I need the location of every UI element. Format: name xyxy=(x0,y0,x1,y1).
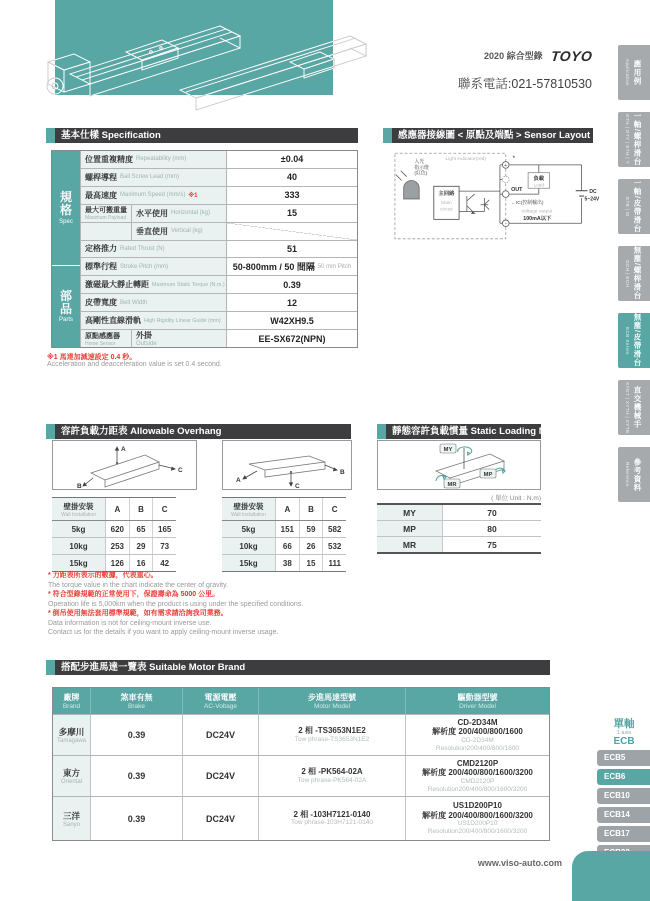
moment-unit-note: ( 單位 Unit : N.m) xyxy=(491,495,541,502)
motor-table-header: 廠牌 Brand 煞車有無 Brake 電源電壓 AC-Voltage 步進馬達型號 Motor Model 驅動器型號 Driver Model xyxy=(53,688,549,714)
table-row: 15kg 126 16 42 xyxy=(52,555,176,571)
sidebar-tab-zh: 參考資料 xyxy=(633,457,642,492)
sidebar-tab-zh: 一軸/螺桿滑台 xyxy=(633,112,642,167)
section-title-sensor-layout: 感應器接線圖 < 原點及端點 > Sensor Layout xyxy=(383,128,593,143)
sensor-wiring-diagram xyxy=(391,146,603,248)
spec-row-static-torque: 激磁最大靜止轉距 Maximum Static Torque (N.m.) 0.39 xyxy=(81,276,357,294)
moment-table xyxy=(377,503,541,554)
axis-label-zh: 單軸 xyxy=(613,718,635,730)
sidebar-tab-application[interactable] xyxy=(618,45,650,100)
svg-text:*: * xyxy=(512,155,516,163)
svg-text:Load: Load xyxy=(533,182,544,188)
overhang-notes xyxy=(48,571,303,638)
spec-row-linear-guide: 高剛性直線滑軌 High Rigidity Linear Guide (mm) W42XH9.5 xyxy=(81,312,357,330)
table-row: MY 70 xyxy=(377,505,541,521)
specification-table xyxy=(51,150,358,348)
table-row: 10kg 66 26 532 xyxy=(222,538,346,555)
spec-row-ball-screw-lead: 螺桿導程 Ball Screw Lead (mm) 40 xyxy=(81,169,357,187)
section-title-static-loading-moment: 靜態容許負載慣量 Static Loading Moment xyxy=(377,424,541,439)
sidebar-tab-reference[interactable] xyxy=(618,447,650,502)
svg-text:-: - xyxy=(504,220,507,228)
motor-brand-table xyxy=(52,687,550,841)
catalog-header xyxy=(300,48,592,66)
svg-text:B: B xyxy=(340,469,345,476)
spec-row-belt-width: 皮帶寬度 Belt Width 12 xyxy=(81,294,357,312)
sidebar-tab-zh: 一軸/皮帶滑台 xyxy=(633,179,642,234)
note-line: The torque value in the chart indicate the center of gravity. xyxy=(48,581,229,589)
spec-value: 15 xyxy=(227,205,357,222)
spec-value: 333 xyxy=(227,187,357,204)
spec-value: EE-SX672(NPN) xyxy=(227,330,357,347)
spec-value: 51 xyxy=(227,241,357,258)
motor-row-oriental: 東方 Oriental 0.39 DC24V 2 相 -PK564-02A Tow phrase-PK564-02A CMD2120P 解析度 200/400/800/1600/3200 CMD2120P Resolution200/400/800/1600/3200 xyxy=(53,755,549,796)
svg-text:指示燈: 指示燈 xyxy=(414,165,429,171)
spec-value: 40 xyxy=(227,169,357,186)
spec-row-payload-horizontal: 最大可搬重量 Maximum Payload 水平使用 Horizontal (kg) 15 xyxy=(81,205,357,223)
spec-group-label: 規 格 Spec xyxy=(52,151,80,265)
spec-row-stroke-pitch: 標準行程 Stroke Pitch (mm) 50-800mm / 50 間隔 50 mm Pitch xyxy=(81,258,357,276)
svg-text:MR: MR xyxy=(447,482,457,488)
svg-text:C: C xyxy=(295,483,300,489)
spec-row-max-speed: 最高速度 Maximum Speed (mm/s) ※1 333 xyxy=(81,187,357,205)
series-tab-ecb14[interactable]: ECB14 xyxy=(597,807,650,823)
spec-row-payload-vertical: 垂直使用 Vertical (kg) xyxy=(81,223,357,241)
website-url[interactable]: www.viso-auto.com xyxy=(477,858,562,868)
svg-text:(紅色): (紅色) xyxy=(414,171,428,177)
svg-text:Voltage output: Voltage output xyxy=(521,209,553,215)
axis-label-en: 1 axis xyxy=(616,729,632,736)
table-row: 5kg 151 59 582 xyxy=(222,521,346,538)
sidebar-tab-etb-m[interactable] xyxy=(618,179,650,234)
note-line: * 倒吊使用無法套用標準規範，如有需求請洽詢我司業務。 xyxy=(48,610,228,617)
sidebar-tab-gch-ech[interactable] xyxy=(618,246,650,301)
hero-teal-panel xyxy=(55,0,333,95)
section-title-allowable-overhang: 容許負載力距表 Allowable Overhang xyxy=(46,424,351,439)
sidebar-tab-xygt-xyth-xytb[interactable] xyxy=(618,380,650,435)
sidebar-tab-zh: 無塵/皮帶滑台 xyxy=(633,313,642,368)
parts-group-label: 部 品 Parts xyxy=(52,265,80,347)
svg-text:主回路: 主回路 xyxy=(438,191,455,198)
sidebar-tab-en: GTH | GTY | ETH | Y xyxy=(625,114,630,165)
table-row: 15kg 38 15 111 xyxy=(222,555,346,571)
overhang-diagram-1 xyxy=(52,440,197,490)
spec-value-na xyxy=(227,223,357,240)
spec-footnote-zh: ※1 馬達加減速設定 0.4 秒。 xyxy=(47,354,137,361)
series-label: ECB xyxy=(613,736,635,747)
spec-value: 12 xyxy=(227,294,357,311)
svg-text:←IC(控制輸出): ←IC(控制輸出) xyxy=(511,200,544,206)
note-line: Data information is not for ceiling-mount inverse use. xyxy=(48,619,212,627)
series-heading xyxy=(598,719,650,747)
section-title-motor-brand: 搭配步進馬達一覽表 Suitable Motor Brand xyxy=(46,660,550,675)
sidebar-tab-en: Application xyxy=(625,59,630,86)
series-tab-list xyxy=(597,750,650,861)
brand-logo: TOYO xyxy=(549,48,593,64)
svg-text:入光: 入光 xyxy=(414,159,425,165)
contact-phone: 聯系電話:021-57810530 xyxy=(457,77,592,91)
svg-text:C: C xyxy=(178,467,183,474)
spec-value: W42XH9.5 xyxy=(227,312,357,329)
note-line: Operation life is 5,000km when the product is using under the specified conditions. xyxy=(48,600,304,608)
svg-text:OUT: OUT xyxy=(511,187,523,194)
sidebar-tab-en: XYGT | XYTH | XYTB xyxy=(625,381,630,434)
spec-row-home-sensor: 原點感應器 Home Sensor 外掛 Outside EE-SX672(NPN) xyxy=(81,330,357,347)
table-row: MP 80 xyxy=(377,521,541,537)
note-line: * 力距表所表示的數據，代表重心。 xyxy=(48,572,158,579)
series-tab-ecb17[interactable]: ECB17 xyxy=(597,826,650,842)
sidebar-tab-en: GCH | ECH xyxy=(625,259,630,288)
moment-diagram xyxy=(377,440,541,490)
svg-text:MP: MP xyxy=(483,472,493,478)
table-row: 10kg 253 29 73 xyxy=(52,538,176,555)
svg-text:負載: 負載 xyxy=(533,175,545,182)
spec-row-repeatability: 位置重複精度 Repeatability (mm) ±0.04 xyxy=(81,151,357,169)
corner-decoration xyxy=(572,851,650,901)
series-tab-ecb6[interactable]: ECB6 xyxy=(597,769,650,785)
series-tab-ecb5[interactable]: ECB5 xyxy=(597,750,650,766)
sidebar-tab-gth-gty-eth-y[interactable] xyxy=(618,112,650,167)
sidebar xyxy=(618,45,650,502)
svg-text:Light indicator(red): Light indicator(red) xyxy=(445,157,486,163)
sidebar-tab-en: ETB | M xyxy=(625,196,630,217)
svg-text:B: B xyxy=(77,483,82,489)
note-line: * 符合型錄規範的正常使用下，保證壽命為 5000 公里。 xyxy=(48,591,220,598)
section-title-specification: 基本仕樣 Specification xyxy=(46,128,358,143)
svg-text:A: A xyxy=(236,477,241,484)
sidebar-tab-ecb-series[interactable] xyxy=(618,313,650,368)
table-row: 5kg 620 65 165 xyxy=(52,521,176,538)
svg-text:A: A xyxy=(121,446,126,453)
spec-row-rated-thrust: 定格推力 Rated Thrust (N) 51 xyxy=(81,241,357,259)
motor-row-sanyo: 三洋 Sanyo 0.39 DC24V 2 相 -103H7121-0140 Tow phrase-103H7121-0140 US1D200P10 解析度 200/400/800/1600/3200 US1D200P10 Resolution200/400/800/1600/3200 xyxy=(53,796,549,840)
overhang-table-1: 壁掛安裝 Wall Installation A B C 5kg 620 65 165 10kg 253 29 73 15kg 126 16 42 xyxy=(52,497,176,572)
svg-text:+: + xyxy=(504,163,508,170)
svg-text:MY: MY xyxy=(443,447,453,453)
svg-text:circuit: circuit xyxy=(440,207,453,213)
sidebar-tab-en: Reference xyxy=(625,462,630,487)
spec-value: 50-800mm / 50 間隔 50 mm Pitch xyxy=(227,258,357,275)
svg-text:Main: Main xyxy=(441,200,452,206)
sidebar-tab-zh: 直交機械手 xyxy=(633,386,642,429)
overhang-table-2: 壁掛安裝 Wall Installation A B C 5kg 151 59 582 10kg 66 26 532 15kg 38 15 111 xyxy=(222,497,346,572)
spec-footnote-en: Acceleration and deacceleration value is set 0.4 second. xyxy=(47,361,222,368)
series-tab-ecb10[interactable]: ECB10 xyxy=(597,788,650,804)
motor-row-tamagawa: 多摩川 Tamagawa 0.39 DC24V 2 相 -TS3653N1E2 Tow phrase-TS3653N1E2 CD-2D34M 解析度 200/400/800/1600 CD-2D34M Resolution200/400/800/1600 xyxy=(53,714,549,755)
svg-text:DC: DC xyxy=(589,189,597,196)
overhang-diagram-2 xyxy=(222,440,352,490)
sidebar-tab-en: ECB Series xyxy=(625,326,630,355)
catalog-title: 2020 綜合型錄 xyxy=(484,51,543,61)
sidebar-tab-zh: 無塵/螺桿滑台 xyxy=(633,246,642,301)
svg-text:100mA以下: 100mA以下 xyxy=(523,215,552,222)
svg-text:5~24V: 5~24V xyxy=(584,196,600,203)
spec-value: 0.39 xyxy=(227,276,357,293)
sidebar-tab-zh: 應用例 xyxy=(633,59,642,86)
spec-value: ±0.04 xyxy=(227,151,357,168)
note-line: Contact us for the details if you want to apply ceiling-mount inverse usage. xyxy=(48,629,279,636)
table-row: MR 75 xyxy=(377,537,541,552)
